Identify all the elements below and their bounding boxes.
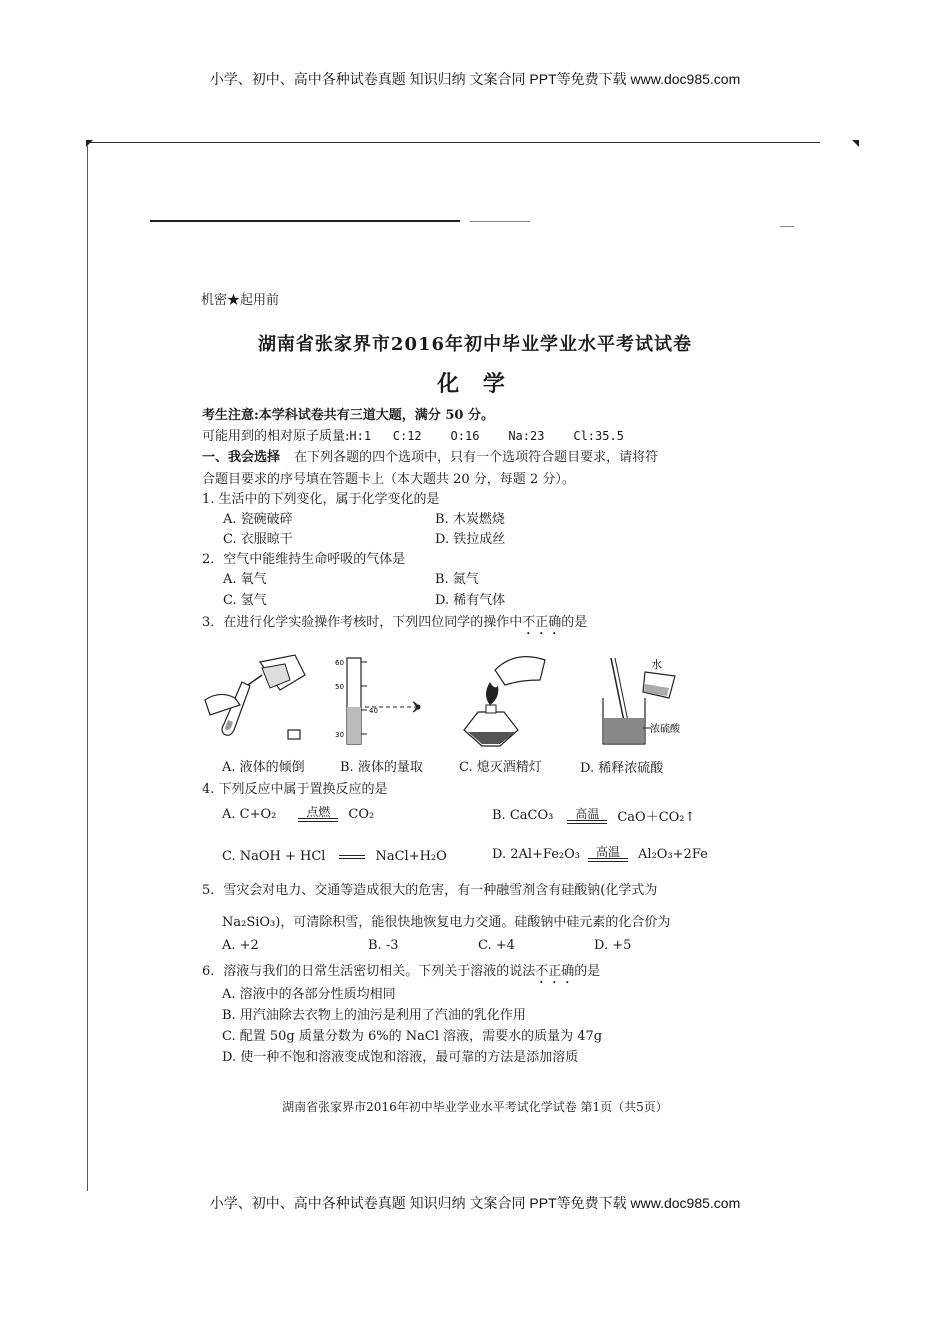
- q2-option-c: C. 氢气: [223, 593, 267, 608]
- q4-b-arrow: [567, 808, 607, 824]
- q4-d-reactants: D. 2Al+Fe₂O₃: [492, 846, 581, 862]
- q3-option-b: B. 液体的量取: [340, 760, 423, 775]
- q2-option-a: A. 氧气: [223, 572, 267, 587]
- dilute-acid-figure: [595, 654, 705, 749]
- q4-option-b: [492, 806, 695, 825]
- q2-stem: 2．空气中能维持生命呼吸的气体是: [202, 552, 406, 567]
- q4-option-a: [222, 806, 374, 822]
- q5-option-b: B. -3: [368, 938, 399, 953]
- stopper-shape: [288, 730, 300, 739]
- section1-intro-1: 在下列各题的四个选项中，只有一个选项符合题目要求，请将符: [294, 450, 659, 465]
- scan-mark: [780, 226, 794, 227]
- subject-title: 化 学: [437, 371, 513, 397]
- atomic-mass-values: H:1 C:12 O:16 Na:23 Cl:35.5: [349, 429, 624, 443]
- q4-c-arrow: [339, 855, 365, 859]
- q3-stem-end: 的是: [561, 615, 588, 630]
- q4-c-products: NaCl+H₂O: [375, 849, 447, 864]
- q1-stem: 1. 生活中的下列变化，属于化学变化的是: [202, 492, 440, 507]
- q4-d-arrow: [588, 846, 628, 862]
- q3-stem-text: 3．在进行化学实验操作考核时，下列四位同学的操作中: [202, 615, 523, 630]
- confidential-mark: 机密★起用前: [201, 293, 280, 308]
- scan-corner-right: [852, 140, 859, 147]
- cylinder-tick-30: 30: [335, 731, 344, 739]
- acid-label: 浓硫酸: [650, 724, 680, 735]
- q4-a-products: CO₂: [348, 806, 375, 822]
- scan-rule-faint: [470, 221, 530, 222]
- q3-stem: [202, 611, 587, 638]
- attention-note: 考生注意:本学科试卷共有三道大题，满分 50 分。: [202, 408, 494, 423]
- q6-option-c: C. 配置 50g 质量分数为 6%的 NaCl 溶液，需要水的质量为 47g: [222, 1029, 603, 1044]
- q4-b-reactants: B. CaCO₃: [492, 808, 554, 823]
- q5-stem-1: 5．雪灾会对电力、交通等造成很大的危害，有一种融雪剂含有硅酸钠(化学式为: [202, 883, 658, 898]
- q4-a-reactants: A. C+O₂: [222, 806, 277, 822]
- cylinder-tick-40: 40: [369, 707, 378, 715]
- q4-a-arrow: [298, 806, 338, 822]
- section1-heading: 一、我会选择: [202, 450, 281, 465]
- q4-a-condition: 点燃: [306, 805, 331, 819]
- q5-option-c: C. +4: [478, 938, 515, 953]
- q1-option-a: A. 瓷碗破碎: [223, 512, 293, 527]
- measuring-cylinder-figure: [335, 652, 435, 747]
- pouring-liquid-figure: [200, 650, 310, 750]
- q1-option-b: B. 木炭燃烧: [435, 512, 505, 527]
- q2-option-d: D. 稀有气体: [435, 593, 506, 608]
- q3-option-d: D. 稀释浓硫酸: [580, 761, 664, 776]
- q3-option-a: A. 液体的倾倒: [222, 760, 305, 775]
- q4-stem: 4. 下列反应中属于置换反应的是: [202, 782, 388, 797]
- exam-title: 湖南省张家界市2016年初中毕业学业水平考试试卷: [257, 334, 693, 355]
- alcohol-lamp-figure: [460, 650, 550, 750]
- q4-b-condition: 高温: [575, 806, 600, 821]
- q1-option-c: C. 衣服晾干: [223, 532, 293, 547]
- cylinder-tick-50: 50: [335, 683, 344, 691]
- atomic-mass-line: [202, 425, 624, 444]
- water-label: 水: [651, 658, 662, 671]
- q5-option-d: D. +5: [594, 938, 632, 953]
- q2-option-b: B. 氮气: [435, 572, 479, 587]
- q6-option-b: B. 用汽油除去衣物上的油污是利用了汽油的乳化作用: [222, 1008, 526, 1023]
- q5-stem-2: Na₂SiO₃)，可清除积雪，能很快地恢复电力交通。硅酸钠中硅元素的化合价为: [222, 915, 671, 930]
- q3-stem-emphasis: 不正确: [522, 615, 562, 630]
- atomic-mass-label: 可能用到的相对原子质量:: [202, 429, 350, 444]
- q4-d-products: Al₂O₃+2Fe: [638, 846, 708, 862]
- cylinder-tick-60: 60: [335, 659, 344, 667]
- q6-stem-emphasis: 不正确: [535, 964, 575, 979]
- q4-c-reactants: C. NaOH + HCl: [222, 849, 326, 864]
- section1-intro-2: 合题目要求的序号填在答题卡上（本大题共 20 分，每题 2 分）。: [202, 472, 575, 487]
- page-footer: 湖南省张家界市2016年初中毕业学业水平考试化学试卷 第1页（共5页）: [282, 1100, 668, 1114]
- q1-option-d: D. 铁拉成丝: [435, 532, 506, 547]
- q4-d-condition: 高温: [596, 845, 621, 859]
- bottom-banner: 小学、初中、高中各种试卷真题 知识归纳 文案合同 PPT等免费下载 www.doc985.com: [209, 1195, 741, 1211]
- q4-b-products: CaO＋CO₂↑: [617, 810, 696, 825]
- q4-option-d: [492, 846, 708, 862]
- top-banner: 小学、初中、高中各种试卷真题 知识归纳 文案合同 PPT等免费下载 www.doc985.com: [209, 71, 741, 87]
- q6-stem-end: 的是: [574, 964, 601, 979]
- q4-option-c: [222, 849, 447, 864]
- q5-option-a: A. +2: [222, 938, 259, 953]
- scan-rule: [150, 220, 460, 222]
- scan-border-top: [86, 142, 820, 143]
- q6-option-d: D. 使一种不饱和溶液变成饱和溶液，最可靠的方法是添加溶质: [222, 1050, 579, 1065]
- section1-line1: [202, 446, 658, 465]
- eye-icon: [416, 705, 421, 710]
- q3-option-c: C. 熄灭酒精灯: [459, 760, 542, 775]
- q6-stem-text: 6．溶液与我们的日常生活密切相关。下列关于溶液的说法: [202, 964, 536, 979]
- q6-option-a: A. 溶液中的各部分性质均相同: [222, 987, 396, 1002]
- scan-border-left: [87, 146, 88, 1191]
